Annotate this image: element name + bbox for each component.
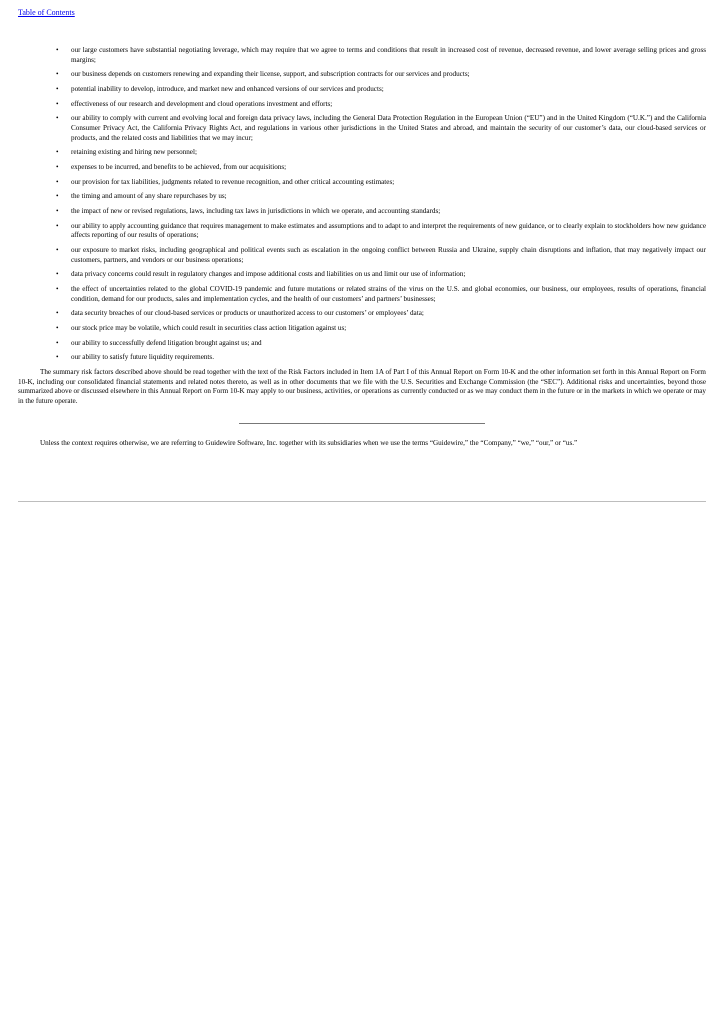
risk-factor-text: the impact of new or revised regulations, laws, including tax laws in jurisdictions in which we operate, and accounting standards; (71, 206, 441, 215)
risk-factor-item (18, 222, 706, 241)
risk-factor-item (18, 163, 706, 173)
bullet-icon: • (56, 99, 59, 108)
bullet-icon: • (56, 114, 59, 123)
risk-factor-item (18, 339, 706, 349)
risk-factor-text: our business depends on customers renewing and expanding their license, support, and subscription contracts for our services and products; (71, 70, 470, 79)
risk-factor-item (18, 46, 706, 65)
bullet-icon: • (56, 46, 59, 54)
bullet-icon: • (56, 84, 59, 93)
summary-paragraph: The summary risk factors described above should be read together with the text of the Risk Factors included in Item 1A of Part I of this Annual Report on Form 10-K and the other information set forth in this Annual Report on Form 10-K, including our consolidated financial statements and related notes thereto, as well as in other documents that we file with the U.S. Securities and Exchange Commission (the “SEC”). Additional risks and uncertainties, beyond those summarized above or discussed elsewhere in this Annual Report on Form 10-K may apply to our business, activities, or operations as currently conducted or as we may conduct them in the future or in the markets in which we operate or may in the future operate. (18, 367, 706, 405)
bullet-icon: • (56, 270, 59, 279)
bullet-icon: • (56, 162, 59, 171)
bullet-icon: • (56, 177, 59, 186)
bullet-icon: • (56, 206, 59, 215)
risk-factor-text: expenses to be incurred, and benefits to be achieved, from our acquisitions; (71, 162, 287, 171)
risk-factor-item (18, 207, 706, 217)
risk-factor-item (18, 309, 706, 319)
risk-factor-text: our large customers have substantial negotiating leverage, which may require that we agree to terms and conditions that result in increased cost of revenue, decreased revenue, and lower average selling prices and gross margins; (71, 46, 706, 64)
bullet-icon: • (56, 338, 59, 347)
risk-factor-item (18, 114, 706, 143)
risk-factor-text: potential inability to develop, introduce, and market new and enhanced versions of our services and products; (71, 84, 384, 93)
risk-factor-item (18, 192, 706, 202)
risk-factor-item (18, 285, 706, 304)
risk-factor-item (18, 178, 706, 188)
risk-factor-text: our ability to comply with current and evolving local and foreign data privacy laws, including the General Data Protection Regulation in the European Union (“EU”) and in the United Kingdom (“U.K.”) and the California Consumer Privacy Act, the California Privacy Rights Act, and regulations in various other jurisdictions in the United States and abroad, and maintain the security of our customer’s data, our cloud-based services or products, and the related costs and liabilities that we may incur; (71, 114, 706, 142)
bullet-icon: • (56, 245, 59, 254)
risk-factor-text: the effect of uncertainties related to the global COVID-19 pandemic and future mutations or related strains of the virus on the U.S. and global economies, our business, our employees, results of operations, financial condition, demand for our products, sales and implementation cycles, and the health of our customers’ and partners’ businesses; (71, 284, 706, 303)
risk-factor-text: retaining existing and hiring new personnel; (71, 148, 197, 157)
bullet-icon: • (56, 323, 59, 332)
risk-factor-text: our ability to successfully defend litigation brought against us; and (71, 338, 262, 347)
risk-factor-item (18, 148, 706, 158)
table-of-contents-link[interactable]: Table of Contents (18, 8, 75, 17)
bullet-icon: • (56, 192, 59, 201)
risk-factor-text: the timing and amount of any share repurchases by us; (71, 192, 227, 201)
risk-factor-text: data privacy concerns could result in regulatory changes and impose additional costs and liabilities on us and limit our use of information; (71, 270, 466, 279)
risk-factor-item (18, 324, 706, 334)
page-content (18, 46, 706, 449)
risk-factor-text: data security breaches of our cloud-based services or products or unauthorized access to our customers’ or employees’ data; (71, 309, 424, 318)
risk-factor-text: our ability to apply accounting guidance that requires management to make estimates and assumptions and to adapt to and interpret the requirements of new guidance, or to clearly explain to stockholders how new guidance affects reporting of our results of operations; (71, 221, 706, 240)
bullet-icon: • (56, 70, 59, 79)
bullet-icon: • (56, 148, 59, 157)
section-separator (239, 423, 485, 424)
page-divider (18, 501, 706, 502)
risk-factor-item (18, 270, 706, 280)
bullet-icon: • (56, 284, 59, 293)
bullet-icon: • (56, 353, 59, 362)
risk-factor-text: our stock price may be volatile, which could result in securities class action litigation against us; (71, 323, 347, 332)
risk-factor-item (18, 85, 706, 95)
risk-factor-item (18, 246, 706, 265)
risk-factor-text: our exposure to market risks, including geographical and political events such as escalation in the ongoing conflict between Russia and Ukraine, supply chain disruptions and inflation, that may negatively impact our customers, partners, and vendors or our business operations; (71, 245, 706, 264)
risk-factor-list (18, 46, 706, 363)
risk-factor-text: our ability to satisfy future liquidity requirements. (71, 353, 214, 362)
risk-factor-text: effectiveness of our research and development and cloud operations investment and efforts; (71, 99, 333, 108)
bullet-icon: • (56, 221, 59, 230)
risk-factor-text: our provision for tax liabilities, judgments related to revenue recognition, and other critical accounting estimates; (71, 177, 395, 186)
risk-factor-item (18, 353, 706, 363)
risk-factor-item (18, 100, 706, 110)
context-paragraph: Unless the context requires otherwise, we are referring to Guidewire Software, Inc. together with its subsidiaries when we use the terms “Guidewire,” the “Company,” “we,” “our,” or “us.” (40, 439, 578, 448)
bullet-icon: • (56, 309, 59, 318)
risk-factor-item (18, 70, 706, 80)
